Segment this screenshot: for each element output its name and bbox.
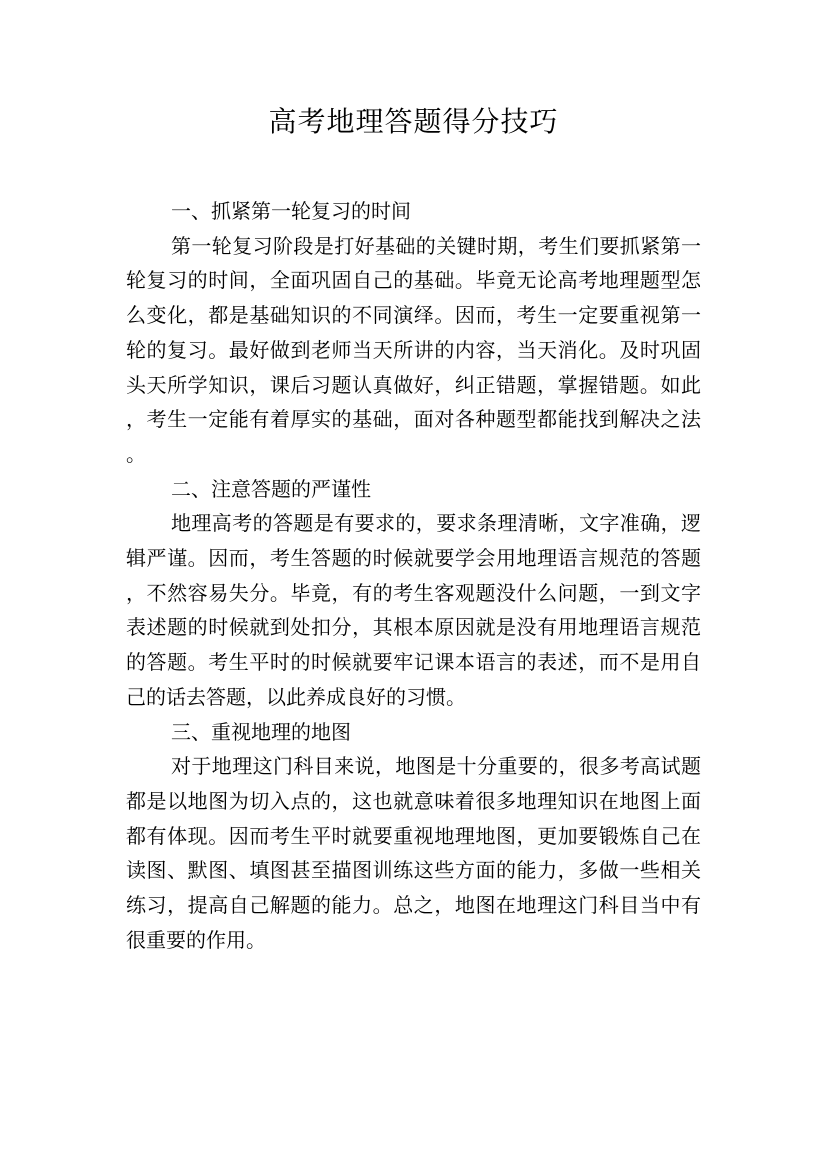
section-paragraph: 第一轮复习阶段是打好基础的关键时期，考生们要抓紧第一轮复习的时间，全面巩固自己的基础。毕竟无论高考地理题型怎么变化，都是基础知识的不同演绎。因而，考生一定要重视第一轮的复习。最好做到老师当天所讲的内容，当天消化。及时巩固头天所学知识，课后习题认真做好，纠正错题，掌握错题。如此，考生一定能有着厚实的基础，面对各种题型都能找到解决之法。 xyxy=(126,233,701,466)
section-heading: 一、抓紧第一轮复习的时间 xyxy=(171,199,411,223)
section-2 xyxy=(126,472,701,715)
section-1 xyxy=(126,194,701,472)
document-title: 高考地理答题得分技巧 xyxy=(268,105,559,138)
section-paragraph: 地理高考的答题是有要求的，要求条理清晰，文字准确，逻辑严谨。因而，考生答题的时候就要学会用地理语言规范的答题，不然容易失分。毕竟，有的考生客观题没什么问题，一到文字表述题的时候就到处扣分，其根本原因就是没有用地理语言规范的答题。考生平时的时候就要牢记课本语言的表述，而不是用自己的话去答题，以此养成良好的习惯。 xyxy=(126,511,701,709)
section-heading: 三、重视地理的地图 xyxy=(171,719,351,744)
document-body xyxy=(126,194,701,957)
section-heading: 二、注意答题的严谨性 xyxy=(171,476,371,501)
section-paragraph: 对于地理这门科目来说，地图是十分重要的，很多考高试题都是以地图为切入点的，这也就意味着很多地理知识在地图上面都有体现。因而考生平时就要重视地理地图，更加要锻炼自己在读图、默图、填图甚至描图训练这些方面的能力，多做一些相关练习，提高自己解题的能力。总之，地图在地理这门科目当中有很重要的作用。 xyxy=(126,754,701,952)
section-3 xyxy=(126,715,701,958)
